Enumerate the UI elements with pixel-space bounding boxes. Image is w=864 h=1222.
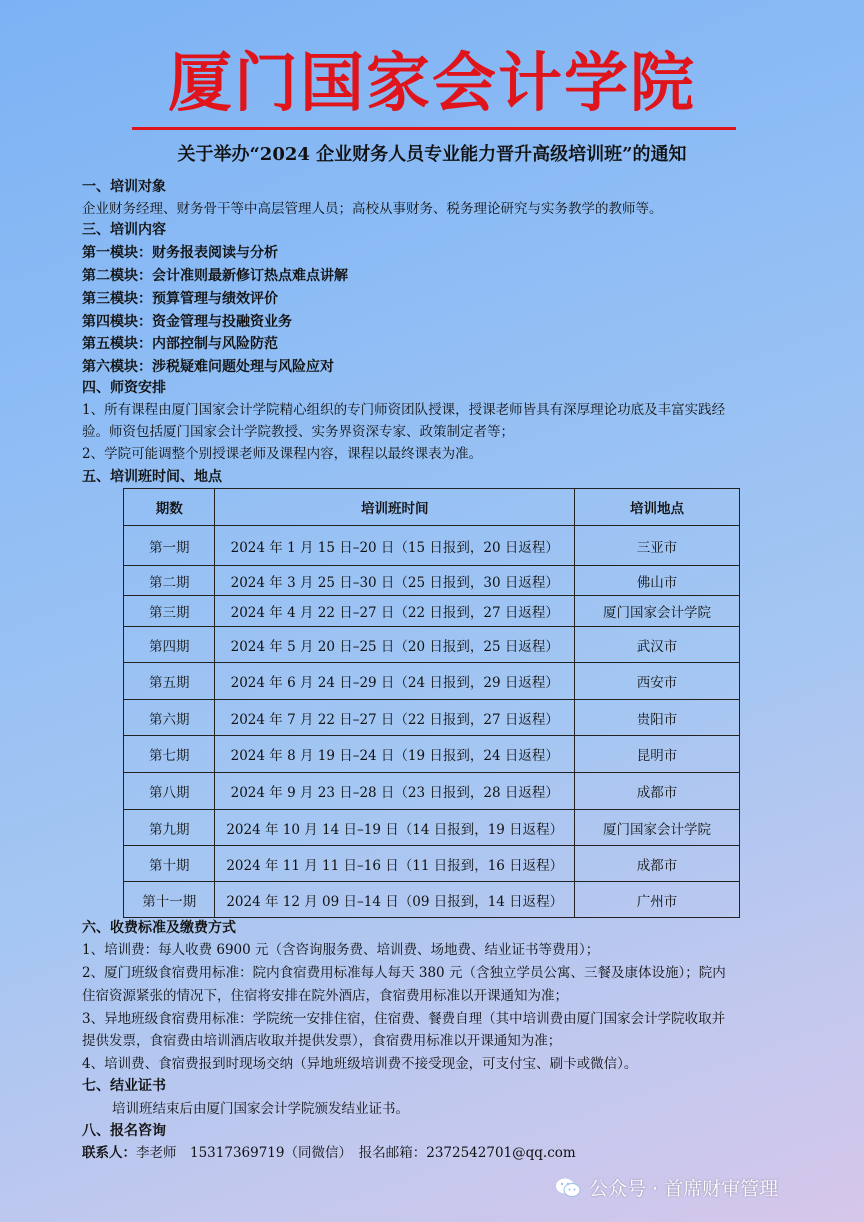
fee-line-2a: 2、厦门班级食宿费用标准：院内食宿费用标准每人每天 380 元（含独立学员公寓、三餐及康体设施）；院内 (82, 965, 726, 981)
cell-time: 2024 年 12 月 09 日–14 日（09 日报到，14 日返程） (215, 882, 575, 918)
cell-session: 第九期 (124, 810, 215, 846)
cell-location: 广州市 (575, 882, 740, 918)
contact-label: 联系人： (82, 1145, 136, 1161)
contact-info: 李老师 15317369719（同微信） 报名邮箱：2372542701@qq.com (136, 1145, 576, 1161)
watermark (555, 1174, 778, 1201)
section-4-para-2: 2、学院可能调整个别授课老师及课程内容，课程以最终课表为准。 (82, 446, 483, 462)
module-3: 第三模块：预算管理与绩效评价 (82, 291, 278, 307)
cell-location: 武汉市 (575, 627, 740, 663)
cell-session: 第八期 (124, 773, 215, 810)
header-time: 培训班时间 (215, 489, 575, 526)
cell-time: 2024 年 7 月 22 日–27 日（22 日报到，27 日返程） (215, 700, 575, 736)
cell-time: 2024 年 4 月 22 日–27 日（22 日报到，27 日返程） (215, 596, 575, 627)
cell-location: 贵阳市 (575, 700, 740, 736)
schedule-row (124, 566, 740, 596)
fee-line-3b: 提供发票，食宿费由培训酒店收取并提供发票），食宿费用标准以开课通知为准； (82, 1033, 562, 1049)
section-4-para-1a: 1、所有课程由厦门国家会计学院精心组织的专门师资团队授课，授课老师皆具有深厚理论功底及丰富实践经 (82, 402, 726, 418)
fee-line-1: 1、培训费：每人收费 6900 元（含咨询服务费、培训费、场地费、结业证书等费用）； (82, 942, 600, 958)
cell-location: 成都市 (575, 773, 740, 810)
cell-location: 昆明市 (575, 736, 740, 773)
schedule-table (123, 488, 740, 918)
section-4-para-1b: 验。师资包括厦门国家会计学院教授、实务界资深专家、政策制定者等； (82, 424, 514, 440)
header-location: 培训地点 (575, 489, 740, 526)
notice-subtitle: 关于举办“2024 企业财务人员专业能力晋升高级培训班”的通知 (177, 144, 687, 165)
cell-location: 佛山市 (575, 566, 740, 596)
section-5-heading: 五、培训班时间、地点 (82, 469, 222, 485)
schedule-row (124, 846, 740, 882)
fee-line-3a: 3、异地班级食宿费用标准：学院统一安排住宿，住宿费、餐费自理（其中培训费由厦门国家会计学院收取并 (82, 1011, 726, 1027)
schedule-row (124, 882, 740, 918)
cell-location: 厦门国家会计学院 (575, 596, 740, 627)
schedule-header-row (124, 489, 740, 526)
cell-session: 第十一期 (124, 882, 215, 918)
schedule-row (124, 526, 740, 566)
schedule-row (124, 627, 740, 663)
cell-location: 西安市 (575, 663, 740, 700)
title-divider (132, 127, 736, 130)
wechat-icon (555, 1177, 581, 1199)
cell-session: 第四期 (124, 627, 215, 663)
cell-session: 第六期 (124, 700, 215, 736)
contact-line (82, 1142, 802, 1164)
schedule-body (124, 526, 740, 918)
certificate-text: 培训班结束后由厦门国家会计学院颁发结业证书。 (112, 1101, 409, 1117)
cell-time: 2024 年 11 月 11 日–16 日（11 日报到，16 日返程） (215, 846, 575, 882)
fee-line-4: 4、培训费、食宿费报到时现场交纳（异地班级培训费不接受现金，可支付宝、刷卡或微信）。 (82, 1056, 638, 1072)
cell-time: 2024 年 1 月 15 日–20 日（15 日报到，20 日返程） (215, 526, 575, 566)
cell-time: 2024 年 10 月 14 日–19 日（14 日报到，19 日返程） (215, 810, 575, 846)
section-7-heading: 七、结业证书 (82, 1078, 166, 1094)
section-6-heading: 六、收费标准及缴费方式 (82, 920, 236, 936)
cell-session: 第十期 (124, 846, 215, 882)
schedule-row (124, 736, 740, 773)
module-4: 第四模块：资金管理与投融资业务 (82, 314, 292, 330)
section-3-heading: 三、培训内容 (82, 222, 166, 238)
header-session: 期数 (124, 489, 215, 526)
schedule-row (124, 773, 740, 810)
cell-session: 第七期 (124, 736, 215, 773)
cell-time: 2024 年 3 月 25 日–30 日（25 日报到，30 日返程） (215, 566, 575, 596)
cell-session: 第二期 (124, 566, 215, 596)
module-2: 第二模块：会计准则最新修订热点难点讲解 (82, 268, 348, 284)
cell-time: 2024 年 9 月 23 日–28 日（23 日报到，28 日返程） (215, 773, 575, 810)
cell-location: 三亚市 (575, 526, 740, 566)
cell-time: 2024 年 5 月 20 日–25 日（20 日报到，25 日返程） (215, 627, 575, 663)
section-1-heading: 一、培训对象 (82, 179, 166, 195)
cell-time: 2024 年 8 月 19 日–24 日（19 日报到，24 日返程） (215, 736, 575, 773)
section-8-heading: 八、报名咨询 (82, 1123, 166, 1139)
cell-session: 第三期 (124, 596, 215, 627)
module-5: 第五模块：内部控制与风险防范 (82, 336, 278, 352)
module-1: 第一模块：财务报表阅读与分析 (82, 245, 278, 261)
cell-location: 厦门国家会计学院 (575, 810, 740, 846)
cell-session: 第五期 (124, 663, 215, 700)
page-title: 厦门国家会计学院 (168, 46, 696, 121)
cell-time: 2024 年 6 月 24 日–29 日（24 日报到，29 日返程） (215, 663, 575, 700)
cell-location: 成都市 (575, 846, 740, 882)
schedule-row (124, 596, 740, 627)
section-1-text: 企业财务经理、财务骨干等中高层管理人员；高校从事财务、税务理论研究与实务教学的教师等。 (82, 201, 663, 217)
schedule-row (124, 663, 740, 700)
schedule-row (124, 700, 740, 736)
section-4-heading: 四、师资安排 (82, 380, 166, 396)
schedule-row (124, 810, 740, 846)
fee-line-2b: 住宿资源紧张的情况下，住宿将安排在院外酒店，食宿费用标准以开课通知为准； (82, 988, 568, 1004)
module-6: 第六模块：涉税疑难问题处理与风险应对 (82, 359, 334, 375)
watermark-text: 公众号 · 首席财审管理 (589, 1178, 779, 1200)
cell-session: 第一期 (124, 526, 215, 566)
